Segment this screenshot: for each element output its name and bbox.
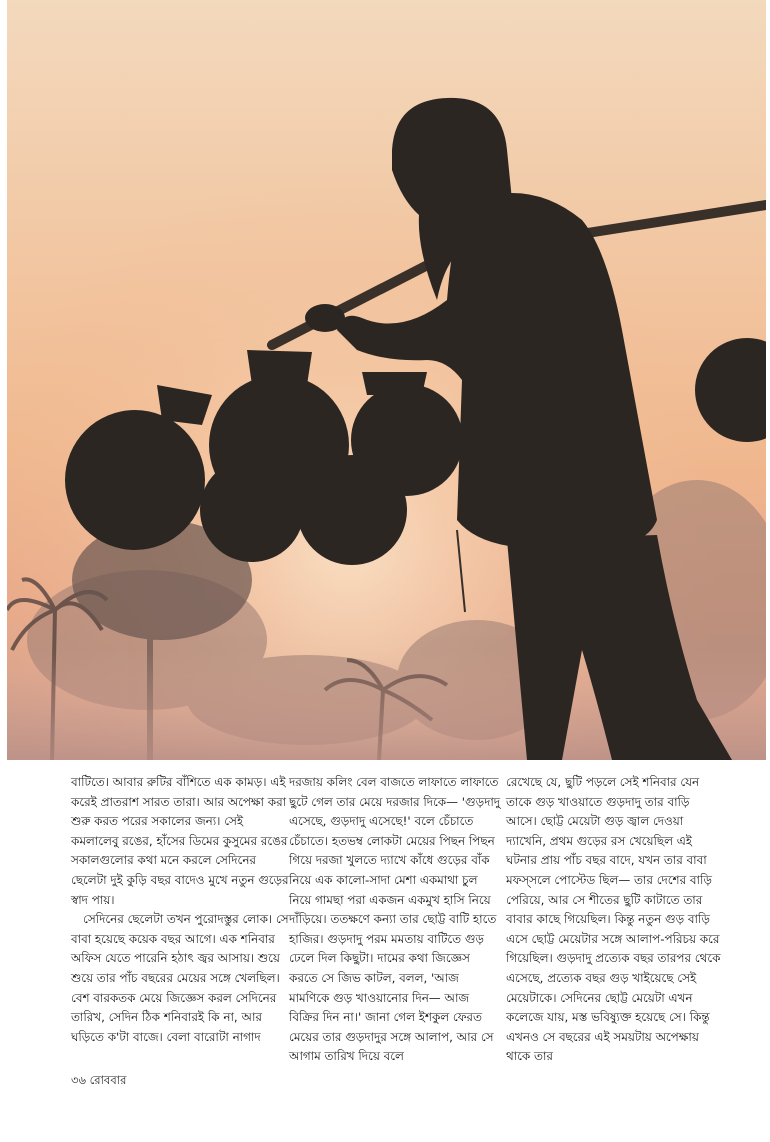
article-column-1: [71, 773, 289, 1047]
paragraph: বাটিতে। আবার রুটির বাঁশিতে এক কামড়। এই করেই প্রাতরাশ সারত তারা। আর অপেক্ষা করা শুরু করত পরের সকালের জন্য। সেই কমলালেবু রঙের, হাঁসের ডিমের কুসুমের রঙের সকালগুলোর কথা মনে করলে সেদিনের ছেলেটা দুই কুড়ি বছর বাদেও মুখে নতুন গুড়ের স্বাদ পায়।: [71, 775, 289, 907]
article-column-2: [289, 773, 501, 1067]
paragraph: সেদিনের ছেলেটা তখন পুরোদস্তুর লোক। সে বাবা হয়েছে কয়েক বছর আগে। এক শনিবার অফিস যেতে পারেনি হঠাৎ জ্বর আসায়। শুয়ে শুয়ে তার পাঁচ বছরের মেয়ের সঙ্গে খেলছিল। বেশ বারকতক মেয়ে জিজ্ঞেস করল সেদিনের তারিখ, সেদিন ঠিক শনিবারই কি না, আর ঘড়িতে ক'টা বাজে। বেলা বারোটা নাগাদ: [71, 912, 289, 1044]
photo-illustration: [7, 0, 766, 760]
article-column-3: [506, 773, 722, 1067]
paragraph: রেখেছে যে, ছুটি পড়লে সেই শনিবার যেন তাকে গুড় খাওয়াতে গুড়দাদু তার বাড়ি আসে। ছোট্ট মেয়েটা গুড় জ্বাল দেওয়া দ্যাখেনি, প্রথম গুড়ের রস খেয়েছিল এই ঘটনার প্রায় পাঁচ বছর বাদে, যখন তার বাবা মফস্সলে পোস্টেড ছিল— তার দেশের বাড়ি পেরিয়ে, আর সে শীতের ছুটি কাটাতে তার বাবার কাছে গিয়েছিল। কিন্তু নতুন গুড় বাড়ি এসে ছোট্ট মেয়েটার সঙ্গে আলাপ-পরিচয় করে গিয়েছিল। গুড়দাদু প্রত্যেক বছর তারপর থেকে এসেছে, প্রত্যেক বছর গুড় খাইয়েছে সেই মেয়েটাকে। সেদিনের ছোট্ট মেয়েটা এখন কলেজে যায়, মস্ত ভবিষ্যুক্ত হয়েছে সে। কিন্তু এখনও সে বছরের এই সময়টায় অপেক্ষায় থাকে তার: [506, 775, 721, 1064]
feature-photo: [7, 0, 766, 760]
paragraph: দরজায় কলিং বেল বাজতে লাফাতে লাফাতে ছুটে গেল তার মেয়ে দরজার দিকে— 'গুড়দাদু এসেছে, গুড়দাদু এসেছে!' বলে চেঁচাতে চেঁচাতে। হতভম্ব লোকটা মেয়ের পিছন পিছন গিয়ে দরজা খুলতে দ্যাখে কাঁধে গুড়ের বাঁক নিয়ে এক কালো-সাদা মেশা একমাথা চুল নিয়ে গামছা পরা একজন একমুখ হাসি নিয়ে দাঁড়িয়ে। ততক্ষণে কন্যা তার ছোট্ট বাটি হাতে হাজির। গুড়দাদু পরম মমতায় বাটিতে গুড় ঢেলে দিল কিছুটা। দামের কথা জিজ্ঞেস করতে সে জিভ কাটল, বলল, 'আজ মামণিকে গুড় খাওয়ানোর দিন— আজ বিক্রির দিন না।' জানা গেল ইশকুল ফেরত মেয়ের তার গুড়দাদুর সঙ্গে আলাপ, আর সে আগাম তারিখ দিয়ে বলে: [289, 775, 501, 1064]
page-folio: ৩৬ রোববার: [71, 1073, 127, 1087]
